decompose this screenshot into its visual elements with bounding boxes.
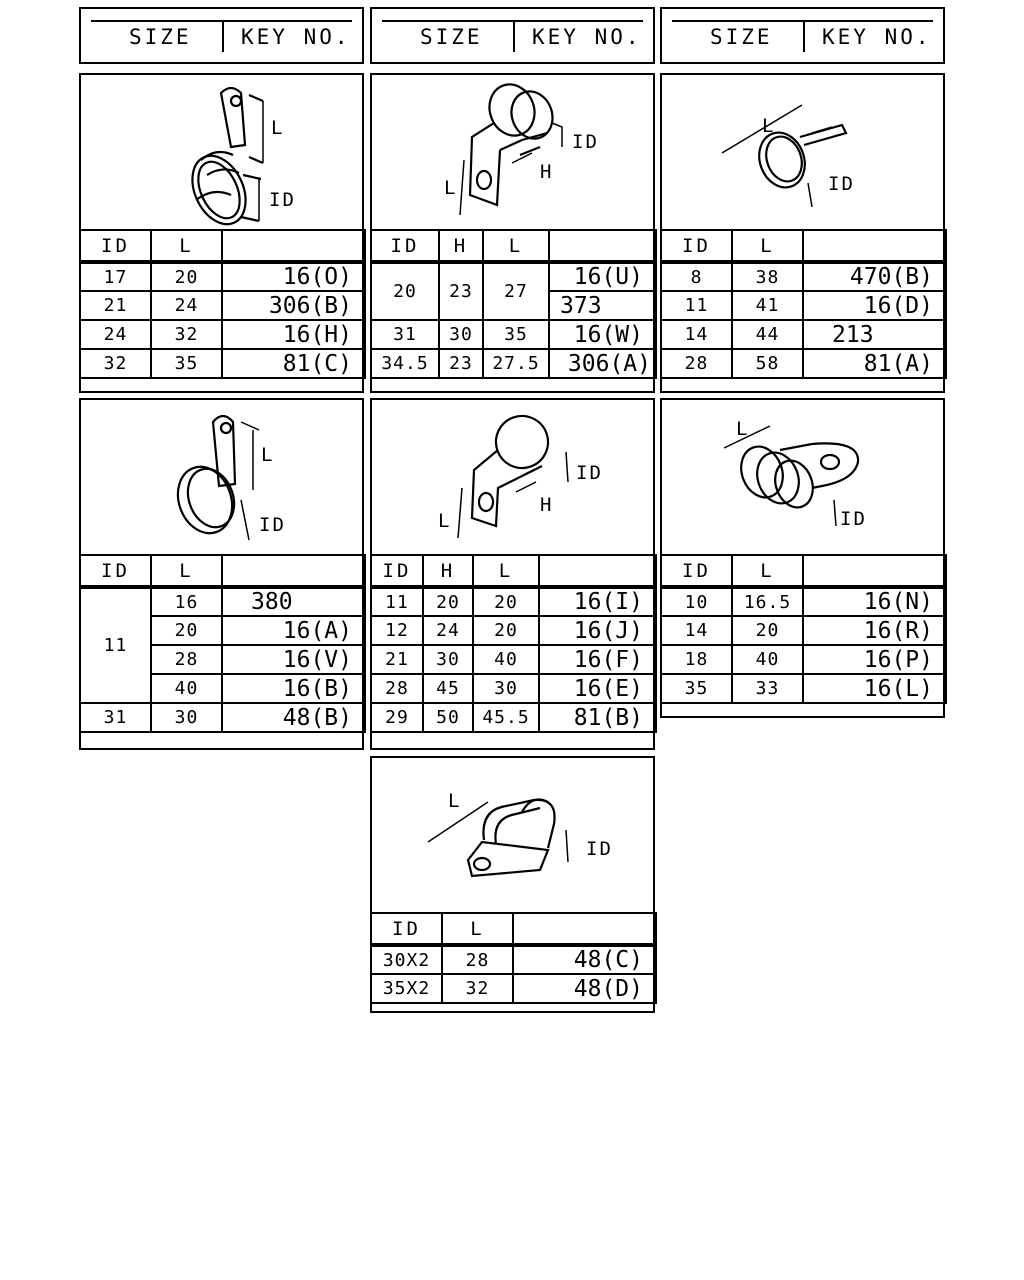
table-cell: 27 — [483, 262, 549, 320]
table-cell: L — [473, 555, 539, 587]
table-cell: 16(V) — [222, 645, 365, 674]
table-cell: 20 — [473, 587, 539, 616]
table-cell: 50 — [423, 703, 473, 732]
table-cell: 30 — [439, 320, 483, 349]
table-cell: 11 — [661, 291, 732, 320]
clamp-panel-d — [79, 398, 364, 750]
table-row — [80, 349, 365, 378]
table-cell — [803, 230, 946, 262]
table-cell: ID — [371, 555, 423, 587]
cushion-clamp-drawing — [662, 400, 943, 555]
size-label: SIZE — [710, 25, 773, 49]
clamp-table-c — [660, 229, 947, 379]
table-row — [371, 703, 656, 732]
table-cell: 23 — [439, 349, 483, 378]
table-cell: 81(A) — [803, 349, 946, 378]
table-cell: 380 — [222, 587, 365, 616]
table-cell: 16(P) — [803, 645, 946, 674]
table-row — [371, 616, 656, 645]
table-cell: ID — [371, 913, 442, 945]
table-cell: 35 — [151, 349, 222, 378]
table-row — [371, 587, 656, 616]
clamp-panel-a — [79, 73, 364, 393]
l-dim-label: L — [438, 510, 452, 532]
table-cell: 33 — [732, 674, 803, 703]
table-cell: 11 — [80, 587, 151, 703]
table-row — [661, 587, 946, 616]
table-cell: 20 — [371, 262, 439, 320]
table-row — [661, 616, 946, 645]
table-cell: L — [442, 913, 513, 945]
l-dim-label: L — [448, 790, 462, 812]
single-bracket-clamp-drawing — [372, 400, 653, 555]
table-cell: 10 — [661, 587, 732, 616]
table-cell: L — [151, 555, 222, 587]
table-cell: 21 — [371, 645, 423, 674]
table-cell: 81(C) — [222, 349, 365, 378]
table-cell: 30 — [423, 645, 473, 674]
table-cell: 28 — [442, 945, 513, 974]
table-row — [661, 674, 946, 703]
table-cell — [539, 555, 656, 587]
table-cell: 31 — [371, 320, 439, 349]
table-cell: 16(W) — [549, 320, 656, 349]
table-cell: 48(C) — [513, 945, 656, 974]
size-keyno-header-1 — [79, 7, 364, 64]
size-keyno-header-2 — [370, 7, 655, 64]
table-cell: 16 — [151, 587, 222, 616]
table-cell: 32 — [151, 320, 222, 349]
size-keyno-header-3 — [660, 7, 945, 64]
table-cell: 32 — [442, 974, 513, 1003]
table-row — [80, 703, 365, 732]
table-row — [371, 262, 656, 291]
table-cell: 27.5 — [483, 349, 549, 378]
table-cell: 35 — [483, 320, 549, 349]
table-cell: 32 — [80, 349, 151, 378]
h-dim-label: H — [540, 161, 554, 183]
table-cell: 16(I) — [539, 587, 656, 616]
table-cell — [222, 555, 365, 587]
table-cell: 306(A) — [549, 349, 656, 378]
table-row — [661, 645, 946, 674]
table-cell: 16(D) — [803, 291, 946, 320]
table-cell: 48(B) — [222, 703, 365, 732]
table-cell: H — [423, 555, 473, 587]
table-cell: ID — [661, 555, 732, 587]
table-cell: L — [732, 230, 803, 262]
table-cell: 17 — [80, 262, 151, 291]
clamp-table-d — [79, 554, 366, 733]
table-cell: 29 — [371, 703, 423, 732]
table-cell: 41 — [732, 291, 803, 320]
table-cell: 58 — [732, 349, 803, 378]
table-cell: 30X2 — [371, 945, 442, 974]
table-cell: 40 — [473, 645, 539, 674]
table-cell: 44 — [732, 320, 803, 349]
table-cell: 14 — [661, 616, 732, 645]
table-row — [661, 320, 946, 349]
table-row — [661, 349, 946, 378]
table-cell: 30 — [473, 674, 539, 703]
table-cell: 45.5 — [473, 703, 539, 732]
id-dim-label: ID — [840, 508, 867, 530]
table-cell: 16(R) — [803, 616, 946, 645]
l-dim-label: L — [444, 177, 458, 199]
table-cell: 18 — [661, 645, 732, 674]
table-cell: 20 — [732, 616, 803, 645]
table-cell: 20 — [423, 587, 473, 616]
table-cell: 16(E) — [539, 674, 656, 703]
key-no-label: KEY NO. — [241, 25, 351, 49]
clamp-panel-f — [660, 398, 945, 718]
id-dim-label: ID — [828, 173, 855, 195]
table-cell: 48(D) — [513, 974, 656, 1003]
table-cell: L — [151, 230, 222, 262]
table-cell: 16(L) — [803, 674, 946, 703]
l-dim-label: L — [271, 117, 285, 139]
table-row — [80, 320, 365, 349]
table-row — [80, 291, 365, 320]
key-no-label: KEY NO. — [532, 25, 642, 49]
clamp-table-e — [370, 554, 657, 733]
id-dim-label: ID — [576, 462, 603, 484]
table-cell: 20 — [151, 262, 222, 291]
table-cell: 16(N) — [803, 587, 946, 616]
table-cell: 40 — [151, 674, 222, 703]
clamp-table-g — [370, 912, 657, 1004]
clamp-panel-e — [370, 398, 655, 750]
l-dim-label: L — [736, 418, 750, 440]
bracket-clamp-drawing — [372, 75, 653, 230]
clamp-panel-b — [370, 73, 655, 393]
table-cell: 31 — [80, 703, 151, 732]
table-row — [371, 320, 656, 349]
table-cell: L — [483, 230, 549, 262]
clamp-table-a — [79, 229, 366, 379]
table-cell: 306(B) — [222, 291, 365, 320]
table-cell: 16(O) — [222, 262, 365, 291]
id-dim-label: ID — [572, 131, 599, 153]
table-cell: 20 — [473, 616, 539, 645]
table-row — [661, 291, 946, 320]
saddle-clamp-drawing — [372, 758, 653, 913]
table-cell: ID — [80, 230, 151, 262]
table-cell: 16.5 — [732, 587, 803, 616]
table-cell: 14 — [661, 320, 732, 349]
clamp-panel-c — [660, 73, 945, 393]
clamp-panel-g — [370, 756, 655, 1013]
table-cell: 38 — [732, 262, 803, 291]
table-cell: 35X2 — [371, 974, 442, 1003]
table-cell — [803, 555, 946, 587]
table-cell — [549, 230, 656, 262]
id-dim-label: ID — [259, 514, 286, 536]
table-cell: 16(A) — [222, 616, 365, 645]
table-cell: ID — [371, 230, 439, 262]
table-cell: 28 — [661, 349, 732, 378]
table-cell: H — [439, 230, 483, 262]
table-cell: 8 — [661, 262, 732, 291]
table-cell: 24 — [80, 320, 151, 349]
table-cell: 12 — [371, 616, 423, 645]
table-cell: 30 — [151, 703, 222, 732]
table-row — [661, 262, 946, 291]
table-cell: 24 — [151, 291, 222, 320]
l-dim-label: L — [261, 444, 275, 466]
clamp-table-f — [660, 554, 947, 704]
table-cell: L — [732, 555, 803, 587]
id-dim-label: ID — [269, 189, 296, 211]
table-row — [80, 587, 365, 616]
table-cell: ID — [661, 230, 732, 262]
table-cell: 16(H) — [222, 320, 365, 349]
table-cell: 34.5 — [371, 349, 439, 378]
table-cell — [513, 913, 656, 945]
table-cell: 20 — [151, 616, 222, 645]
size-label: SIZE — [420, 25, 483, 49]
table-cell — [222, 230, 365, 262]
size-label: SIZE — [129, 25, 192, 49]
table-cell: 23 — [439, 262, 483, 320]
key-no-label: KEY NO. — [822, 25, 932, 49]
clamp-table-b — [370, 229, 657, 379]
table-cell: 28 — [371, 674, 423, 703]
table-cell: 470(B) — [803, 262, 946, 291]
loop-clamp-drawing — [81, 400, 362, 555]
table-row — [371, 674, 656, 703]
band-clamp-drawing — [662, 75, 943, 230]
table-cell: 40 — [732, 645, 803, 674]
table-row — [371, 645, 656, 674]
table-cell: 16(J) — [539, 616, 656, 645]
table-cell: 213 — [803, 320, 946, 349]
table-row — [80, 262, 365, 291]
table-cell: 21 — [80, 291, 151, 320]
p-clamp-drawing — [81, 75, 362, 230]
table-cell: 28 — [151, 645, 222, 674]
table-cell: 35 — [661, 674, 732, 703]
table-row — [371, 945, 656, 974]
table-row — [371, 349, 656, 378]
table-cell: 11 — [371, 587, 423, 616]
table-row — [371, 974, 656, 1003]
table-cell: 373 — [549, 291, 656, 320]
id-dim-label: ID — [586, 838, 613, 860]
table-cell: 16(F) — [539, 645, 656, 674]
table-cell: 24 — [423, 616, 473, 645]
table-cell: 16(B) — [222, 674, 365, 703]
l-dim-label: L — [762, 115, 776, 137]
table-cell: 81(B) — [539, 703, 656, 732]
table-cell: 16(U) — [549, 262, 656, 291]
table-cell: ID — [80, 555, 151, 587]
h-dim-label: H — [540, 494, 554, 516]
table-cell: 45 — [423, 674, 473, 703]
